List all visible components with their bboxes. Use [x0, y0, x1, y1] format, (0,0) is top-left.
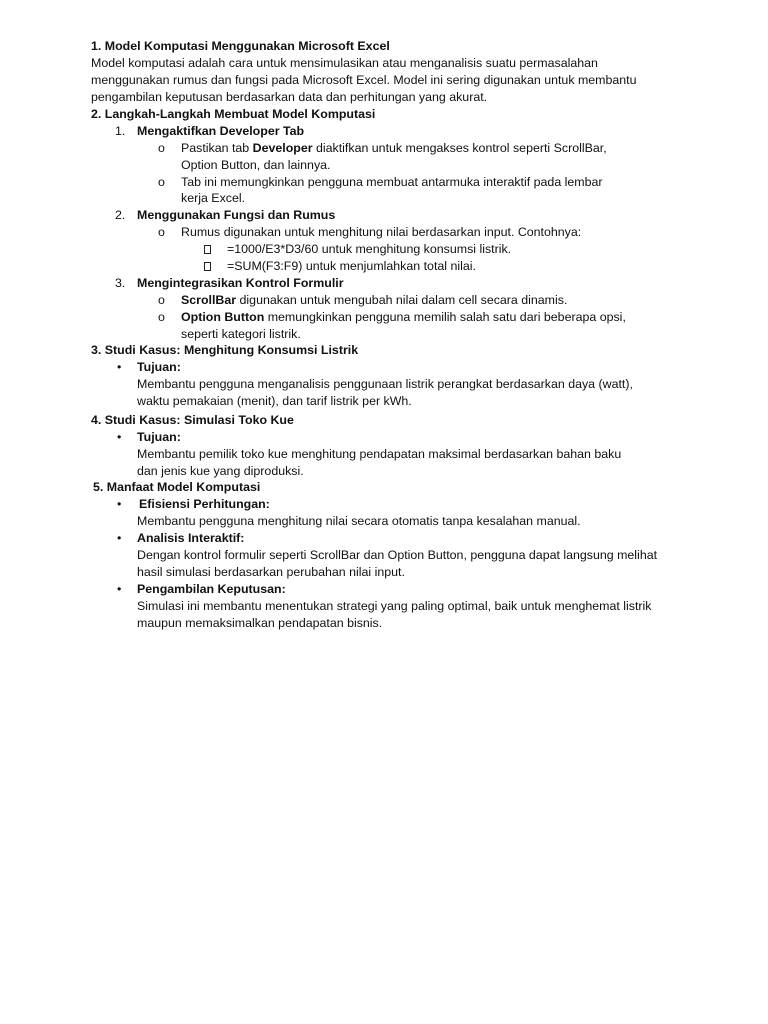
benefit-line: Membantu pengguna menghitung nilai secara otomatis tanpa kesalahan manual. [137, 514, 581, 528]
step-3-title: Mengintegrasikan Kontrol Formulir [137, 276, 344, 290]
circle-bullet: o [158, 225, 165, 239]
section-1-paragraph-line: menggunakan rumus dan fungsi pada Microsoft Excel. Model ini sering digunakan untuk membantu [91, 73, 637, 87]
text-run: memungkinkan pengguna memilih salah satu dari beberapa opsi, [264, 310, 626, 324]
bullet: • [117, 531, 122, 545]
circle-bullet: o [158, 175, 165, 189]
step-2-title: Menggunakan Fungsi dan Rumus [137, 208, 336, 222]
circle-bullet: o [158, 310, 165, 324]
step-1-sub-1 [181, 140, 607, 157]
circle-bullet: o [158, 141, 165, 155]
benefit-title: Pengambilan Keputusan: [137, 582, 286, 596]
step-1-title: Mengaktifkan Developer Tab [137, 124, 305, 138]
section-4-bullet-title: Tujuan: [137, 430, 181, 444]
section-5-heading: 5. Manfaat Model Komputasi [93, 480, 261, 494]
missing-glyph-bullet-icon [204, 262, 211, 271]
benefit-title: Efisiensi Perhitungan: [139, 497, 270, 511]
section-1-heading: 1. Model Komputasi Menggunakan Microsoft Excel [91, 39, 390, 53]
section-4-line: dan jenis kue yang diproduksi. [137, 464, 304, 478]
section-3-heading: 3. Studi Kasus: Menghitung Konsumsi Listrik [91, 343, 359, 357]
step-3-number: 3. [115, 276, 126, 290]
circle-bullet: o [158, 293, 165, 307]
bold-term: Developer [252, 141, 313, 155]
text-run: Pastikan tab [181, 141, 253, 155]
step-1-sub-2: Tab ini memungkinkan pengguna membuat antarmuka interaktif pada lembar [181, 175, 603, 189]
benefit-line: Dengan kontrol formulir seperti ScrollBar dan Option Button, pengguna dapat langsung melihat [137, 548, 658, 562]
formula-2: =SUM(F3:F9) untuk menjumlahkan total nilai. [227, 259, 476, 273]
missing-glyph-bullet-icon [204, 245, 211, 254]
step-1-sub-2-cont: kerja Excel. [181, 191, 246, 205]
bullet: • [117, 582, 122, 596]
benefit-line: maupun memaksimalkan pendapatan bisnis. [137, 616, 383, 630]
text-run: diaktifkan untuk mengakses kontrol seperti ScrollBar, [312, 141, 607, 155]
section-2-heading: 2. Langkah-Langkah Membuat Model Komputasi [91, 107, 376, 121]
section-3-bullet-title: Tujuan: [137, 360, 181, 374]
text-run: digunakan untuk mengubah nilai dalam cell secara dinamis. [236, 293, 568, 307]
formula-1: =1000/E3*D3/60 untuk menghitung konsumsi listrik. [227, 242, 512, 256]
bold-term: ScrollBar [181, 293, 237, 307]
section-4-line: Membantu pemilik toko kue menghitung pendapatan maksimal berdasarkan bahan baku [137, 447, 622, 461]
benefit-line: Simulasi ini membantu menentukan strategi yang paling optimal, baik untuk menghemat listrik [137, 599, 652, 613]
bullet: • [117, 430, 122, 444]
section-3-line: waktu pemakaian (menit), dan tarif listrik per kWh. [137, 394, 412, 408]
step-2-number: 2. [115, 208, 126, 222]
benefit-title: Analisis Interaktif: [137, 531, 245, 545]
section-3-line: Membantu pengguna menganalisis penggunaan listrik perangkat berdasarkan daya (watt), [137, 377, 633, 391]
step-3-sub-1 [181, 292, 567, 309]
bullet: • [117, 497, 122, 511]
section-4-heading: 4. Studi Kasus: Simulasi Toko Kue [91, 413, 294, 427]
step-2-sub-1: Rumus digunakan untuk menghitung nilai berdasarkan input. Contohnya: [181, 225, 582, 239]
bullet: • [117, 360, 122, 374]
bold-term: Option Button [181, 310, 265, 324]
benefit-line: hasil simulasi berdasarkan perubahan nilai input. [137, 565, 405, 579]
step-3-sub-2-cont: seperti kategori listrik. [181, 327, 301, 341]
step-3-sub-2 [181, 309, 626, 326]
step-1-sub-1-cont: Option Button, dan lainnya. [181, 158, 331, 172]
step-1-number: 1. [115, 124, 126, 138]
section-1-paragraph-line: pengambilan keputusan berdasarkan data dan perhitungan yang akurat. [91, 90, 488, 104]
section-1-paragraph-line: Model komputasi adalah cara untuk mensimulasikan atau menganalisis suatu permasalahan [91, 56, 598, 70]
